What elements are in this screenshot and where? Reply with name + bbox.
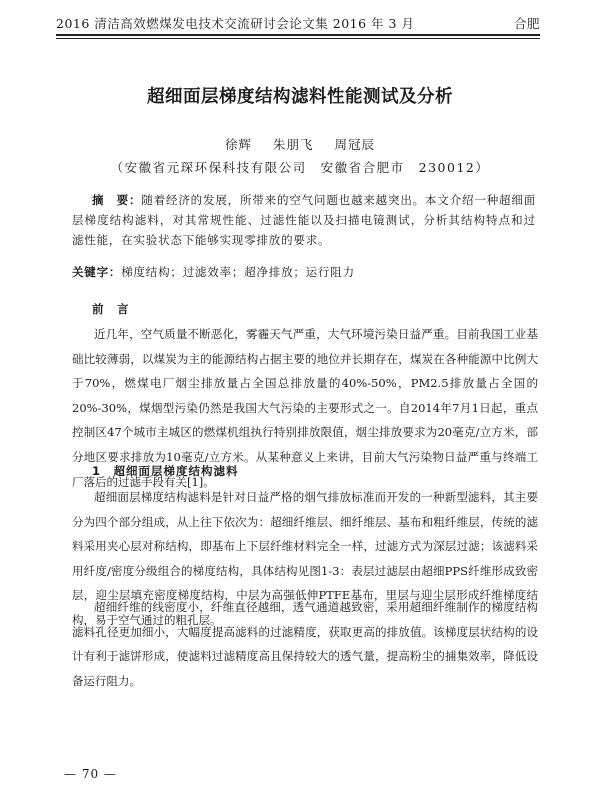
abstract	[72, 190, 536, 250]
journal-title: 2016 清洁高效燃煤发电技术交流研讨会论文集 2016 年 3 月	[56, 16, 415, 31]
preface-heading: 前 言	[92, 302, 130, 316]
header-rule	[56, 34, 540, 39]
author-list	[0, 135, 600, 153]
keywords-label: 关键字：	[72, 265, 122, 279]
author-name: 周冠辰	[334, 137, 375, 152]
affiliation: （安徽省元琛环保科技有限公司 安徽省合肥市 230012）	[110, 160, 490, 175]
abstract-text: 随着经济的发展，所带来的空气问题也越来越突出。本文介绍一种超细面层梯度结构滤料，对其常规性能、过滤性能以及扫描电镜测试，分析其结构特点和过滤性能，在实验状态下能够实现零排放的要求。	[72, 193, 536, 247]
author-name: 朱朋飞	[272, 137, 314, 152]
keywords	[72, 264, 536, 280]
author-name: 徐辉	[224, 137, 252, 152]
keywords-text: 梯度结构；过滤效率；超净排放；运行阻力	[121, 265, 355, 279]
section-1-heading: 1 超细面层梯度结构滤料	[92, 464, 239, 478]
paper-title: 超细面层梯度结构滤料性能测试及分析	[147, 87, 453, 107]
preface-paragraph: 近几年，空气质量不断恶化，雾霾天气严重，大气环境污染日益严重。目前我国工业基础比较薄弱，以煤炭为主的能源结构占据主要的地位并长期存在，煤炭在各种能源中比例大于70%，燃煤电厂烟尘排放量占全国总排放量的40%-50%，PM2.5排放量占全国的20%-30%，煤烟型污染仍然是我国大气污染的主要形式之一。自2014年7月1日起，重点控制区47个城市主城区的燃煤机组执行特别排放限值，烟尘排放要求为20毫克/立方米，部分地区要求排放为10毫克/立方米。从某种意义上来讲，目前大气污染物日益严重与终端工厂落后的过滤手段有关[1]。	[72, 327, 538, 489]
page-number: — 70 —	[64, 767, 117, 781]
section-1-paragraph: 超细面层梯度结构滤料是针对日益严格的烟气排放标准而开发的一种新型滤料，其主要分为四个部分组成，从上往下依次为：超细纤维层、细纤维层、基布和粗纤维层，传统的滤料采用夹心层对称结构，即基布上下层纤维材料完全一样，过滤方式为深层过滤；该滤料采用纤度/密度分级组合的梯度结构，具体结构见图1-3：表层过滤层由超细PPS纤维形成致密层，迎尘层填充密度梯度结构，中层为高强低伸PTFE基布，里层与迎尘层形成纤维梯度结构，易于空气通过的粗孔层。	[72, 490, 538, 627]
abstract-label: 摘 要：	[92, 193, 142, 207]
conference-city: 合肥	[513, 16, 540, 31]
section-1-paragraph: 超细纤维的线密度小，纤维直径越细，透气通道越致密，采用超细纤维制作的梯度结构滤料孔径更加细小，大幅度提高滤料的过滤精度，获取更高的排放值。该梯度层状结构的设计有利于滤饼形成，使滤料过滤精度高且保持较大的透气量，提高粉尘的捕集效率，降低设备运行阻力。	[72, 600, 538, 688]
running-header	[56, 14, 540, 34]
